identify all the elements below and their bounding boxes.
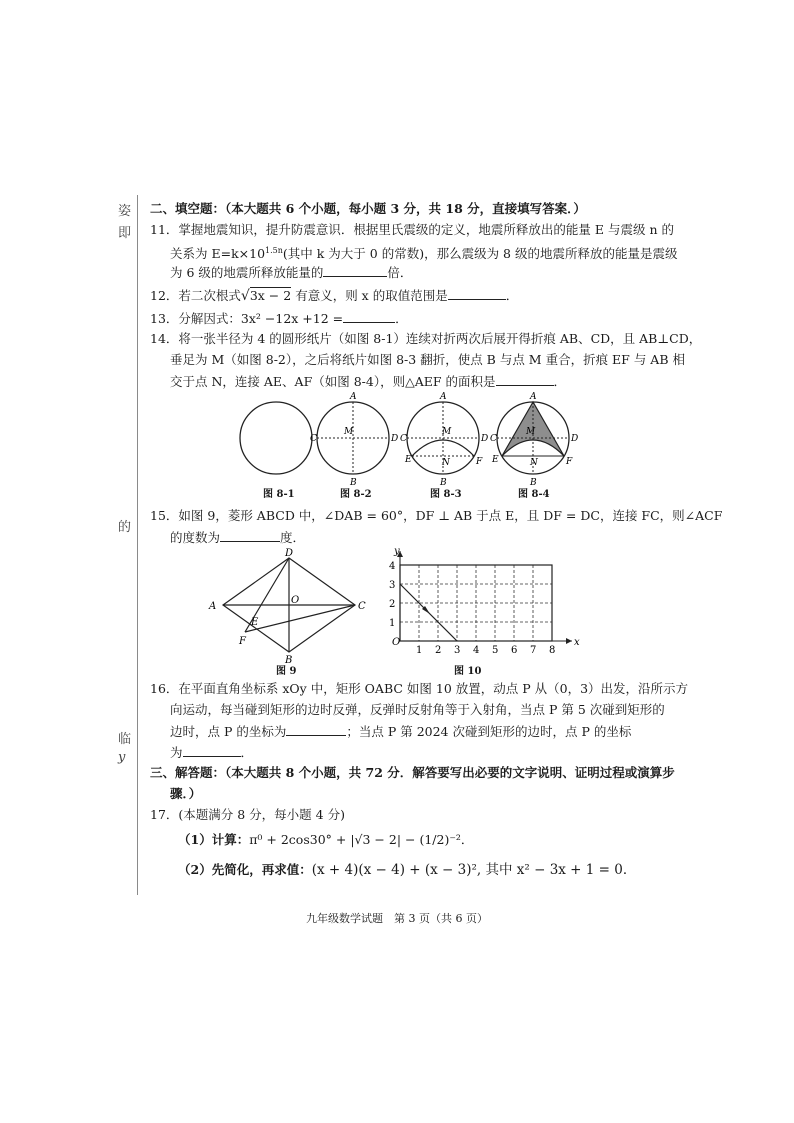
q14-line-3: 交于点 N，连接 AE、AF（如图 8-4），则△AEF 的面积是 ． [170,374,567,389]
svg-text:B: B [285,655,293,666]
q15-line-2: 的度数为 度． [170,530,306,545]
svg-text:1: 1 [389,618,396,629]
q17-title: 17．(本题满分 8 分，每小题 4 分) [150,807,345,822]
svg-text:D: D [481,434,489,444]
margin-char-2: 即 [118,226,132,241]
q12-answer-blank[interactable] [448,287,506,300]
fig8-2-caption: 图 8-2 [340,489,372,500]
svg-text:D: D [285,548,294,559]
svg-text:5: 5 [492,645,499,656]
section-3-title-cont: 骤．） [170,786,202,801]
q11-line-1: 11．掌握地震知识，提升防震意识．根据里氏震级的定义，地震所释放出的能量 E 与震级 n 的 [150,222,674,237]
svg-text:E: E [251,617,259,628]
q16-answer-blank-2[interactable] [183,744,241,757]
svg-text:2: 2 [435,645,442,656]
q16-line-2: 向运动，每当碰到矩形的边时反弹，反弹时反射角等于入射角，当点 P 第 5 次碰到矩形的 [170,702,665,717]
margin-char-1: 姿 [118,204,132,219]
q14-answer-blank[interactable] [496,373,554,386]
fig8-3 [400,392,488,488]
svg-text:3: 3 [454,645,461,656]
svg-text:A: A [209,601,217,612]
svg-text:4: 4 [473,645,480,656]
q16-line-1: 16．在平面直角坐标系 xOy 中，矩形 OABC 如图 10 放置，动点 P 从（0，3）出发，沿所示方 [150,681,689,696]
svg-text:y: y [394,546,400,557]
svg-text:C: C [490,434,497,444]
q11-line-3: 为 6 级的地震所释放能量的 倍． [170,265,413,280]
section-3-title: 三、解答题：（本大题共 8 个小题，共 72 分．解答要写出必要的文字说明、证明过程或演算步 [150,765,675,780]
svg-text:x: x [574,637,580,648]
svg-text:O: O [291,595,300,606]
svg-text:8: 8 [549,645,556,656]
q16-line-3: 边时，点 P 的坐标为 ；当点 P 第 2024 次碰到矩形的边时，点 P 的坐标 [170,724,632,739]
svg-text:E: E [492,455,499,465]
svg-text:A: A [350,392,357,402]
q17-part-2: （2）先简化，再求值：(x + 4)(x − 4) + (x − 3)², 其中 x² − 3x + 1 = 0． [178,862,637,878]
q13-line: 13．分解因式：3x² −12x +12 = ． [150,311,408,326]
svg-text:F: F [566,457,573,467]
svg-text:C: C [400,434,407,444]
fig9-caption: 图 9 [276,666,297,677]
svg-text:B: B [350,478,357,488]
fig8-4 [490,392,578,488]
fig10-caption: 图 10 [454,666,482,677]
svg-text:6: 6 [511,645,518,656]
svg-text:C: C [310,434,317,444]
section-2-title: 二、填空题：（本大题共 6 个小题，每小题 3 分，共 18 分，直接填写答案．） [150,201,586,216]
svg-text:7: 7 [530,645,537,656]
svg-text:M: M [442,427,452,437]
figure-8 [230,388,590,498]
svg-text:D: D [391,434,399,444]
q12-line: 12．若二次根式√3x − 2 有意义，则 x 的取值范围是 ． [150,288,519,304]
svg-text:C: C [358,601,366,612]
svg-text:2: 2 [389,599,396,610]
q11-line-2: 关系为 $E=k\times 10^{1.5n}$(其中 k 为大于 0 的常数)，那么震级为 8 级的地震所释放的能量是震级 [170,246,678,262]
svg-text:N: N [442,458,450,468]
q13-answer-blank[interactable] [343,310,395,323]
figure-10 [380,545,580,660]
fig8-3-caption: 图 8-3 [430,489,462,500]
margin-char-4: 临 [118,732,132,747]
q17-part-1: （1）计算：π⁰ + 2cos30° + |√3 − 2| − (1/2)⁻²． [178,832,474,847]
q15-answer-blank[interactable] [220,529,280,542]
svg-text:F: F [239,636,246,647]
svg-text:3: 3 [389,580,396,591]
q14-line-1: 14．将一张半径为 4 的圆形纸片（如图 8-1）连续对折两次后展开得折痕 AB、CD，且 AB⊥CD， [150,331,702,346]
margin-char-5: y [118,750,126,765]
svg-text:M: M [526,427,536,437]
svg-text:M: M [344,427,354,437]
svg-text:D: D [571,434,579,444]
svg-text:N: N [530,458,538,468]
fig8-4-caption: 图 8-4 [518,489,550,500]
figure-9 [205,548,375,670]
svg-text:B: B [440,478,447,488]
svg-text:O: O [392,637,401,648]
q16-line-4: 为 ． [170,745,254,760]
q16-answer-blank-1[interactable] [286,723,346,736]
fig8-2 [310,392,398,488]
svg-text:E: E [405,455,412,465]
fig8-1-caption: 图 8-1 [263,489,295,500]
binding-line [137,195,138,895]
q11-answer-blank[interactable] [323,264,387,277]
svg-text:B: B [530,478,537,488]
q15-line-1: 15．如图 9，菱形 ABCD 中，∠DAB = 60°，DF ⊥ AB 于点 E，且 DF = DC，连接 FC，则∠ACF [150,508,723,523]
svg-text:A: A [530,392,537,402]
page-footer: 九年级数学试题 第 3 页（共 6 页） [306,912,488,925]
svg-text:F: F [476,457,483,467]
svg-text:1: 1 [416,645,423,656]
svg-text:4: 4 [389,561,396,572]
fig8-1-circle [240,402,312,474]
svg-text:A: A [440,392,447,402]
margin-char-3: 的 [118,520,132,535]
q14-line-2: 垂足为 M（如图 8-2），之后将纸片如图 8-3 翻折，使点 B 与点 M 重合，折痕 EF 与 AB 相 [170,352,685,367]
